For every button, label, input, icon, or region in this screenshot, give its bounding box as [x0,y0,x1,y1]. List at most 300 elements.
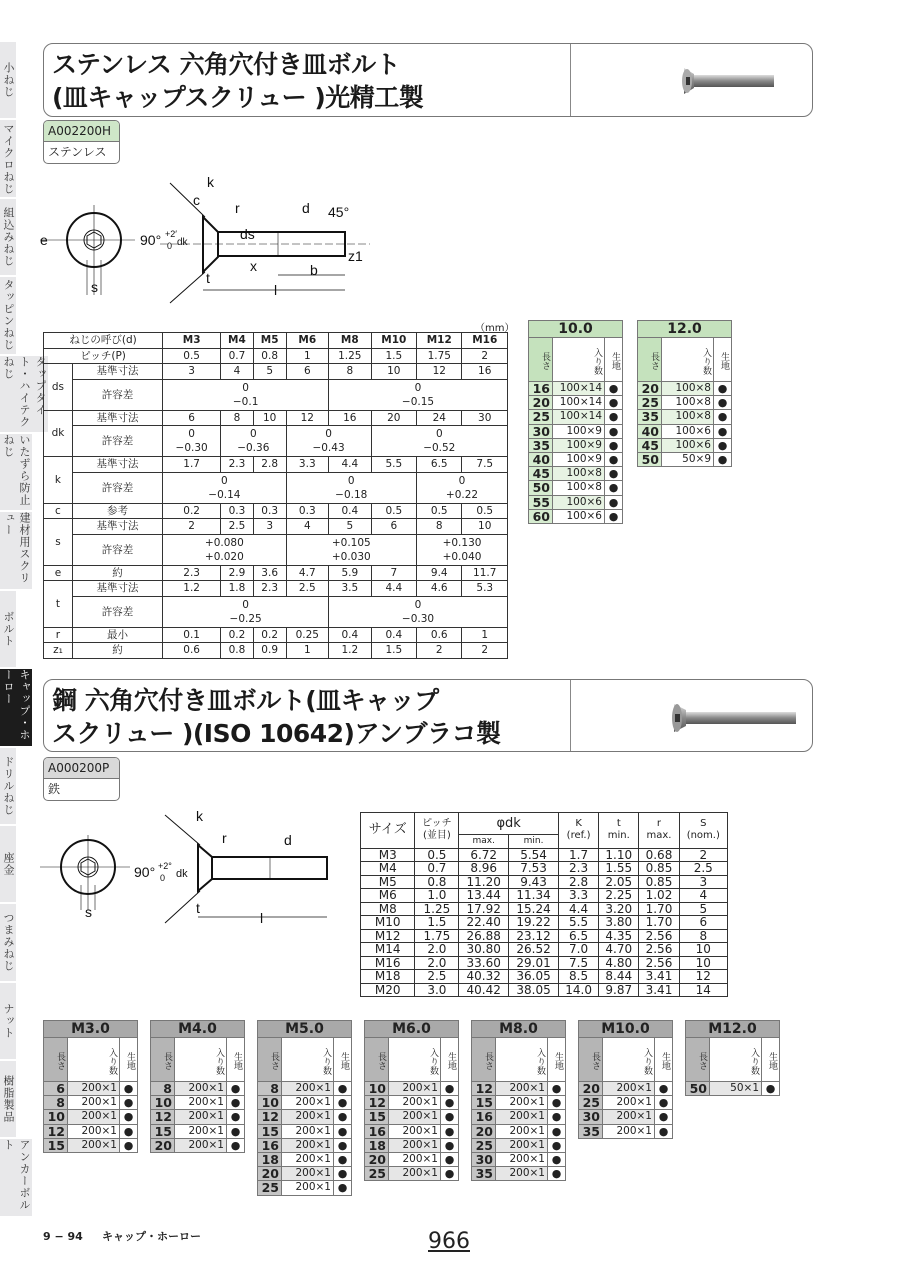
row-sub-label: 基準寸法 [72,410,162,426]
header-cell: φdk [459,813,559,835]
stock-row[interactable] [365,1167,459,1181]
sidebar-tab[interactable]: つまみねじ [0,904,16,982]
table-cell: 12 [417,364,462,380]
col-length: 長さ [638,338,662,382]
label-tol0: 0 [160,873,166,883]
stock-row[interactable] [529,509,623,523]
table-cell: 0.4 [329,503,372,519]
table-cell: 15.24 [509,902,559,916]
table-cell: 2.5 [679,862,727,876]
quantity-cell: 200×1 [175,1082,227,1096]
stock-row[interactable] [44,1124,138,1138]
stock-row[interactable] [365,1082,459,1096]
col-qty: 入り数 [662,338,714,382]
stock-row[interactable] [44,1110,138,1124]
stock-row[interactable] [258,1152,352,1166]
finish-dot-icon: ● [334,1096,352,1110]
col-finish: 生地 [227,1038,245,1082]
table-cell: 6.5 [417,457,462,473]
table-cell: 3.3 [559,889,599,903]
quantity-cell: 200×1 [282,1181,334,1195]
finish-dot-icon: ● [548,1152,566,1166]
header-cell: M8 [329,333,372,349]
stock-size-row [472,1021,566,1038]
page-number: 966 [428,1229,470,1254]
row-sub-label: 許容差 [72,534,162,565]
finish-dot-icon: ● [227,1110,245,1124]
quantity-cell: 200×1 [282,1124,334,1138]
table-cell: 8.96 [459,862,509,876]
product-code-box [43,120,120,164]
table-cell: 5.54 [509,848,559,862]
finish-dot-icon: ● [714,424,732,438]
quantity-cell: 200×1 [496,1096,548,1110]
quantity-cell: 200×1 [282,1152,334,1166]
stock-row[interactable] [258,1096,352,1110]
table-cell: 3.3 [286,457,329,473]
stock-row[interactable] [44,1096,138,1110]
stock-size-row [365,1021,459,1038]
quantity-cell: 100×6 [662,424,714,438]
col-finish: 生地 [714,338,732,382]
length-cell: 30 [529,424,553,438]
finish-dot-icon: ● [714,452,732,466]
length-cell: 35 [579,1124,603,1138]
finish-dot-icon: ● [605,382,623,396]
col-finish: 生地 [605,338,623,382]
quantity-cell: 100×14 [553,396,605,410]
sidebar-tab[interactable]: タッピンねじ [0,277,16,355]
table-cell: 6.72 [459,848,509,862]
label-ds: ds [240,226,255,242]
table-cell: 10 [679,956,727,970]
finish-dot-icon: ● [605,509,623,523]
quantity-cell: 200×1 [68,1082,120,1096]
finish-dot-icon: ● [548,1167,566,1181]
stock-column-header [638,338,732,382]
stock-row[interactable] [638,452,732,466]
sidebar-tab[interactable]: キャップ・ホーロー [0,669,32,747]
quantity-cell: 200×1 [496,1124,548,1138]
table-cell: 1.55 [599,862,639,876]
table-cell: 1.70 [639,916,679,930]
stock-row[interactable] [529,452,623,466]
stock-table [637,320,732,467]
row-group-label: dk [44,410,73,457]
table-row [44,596,508,627]
sidebar-tab[interactable]: 小ねじ [0,42,16,120]
quantity-cell: 200×1 [389,1124,441,1138]
table-cell: 7 [371,565,416,581]
table-cell: 10 [679,943,727,957]
stock-row[interactable] [258,1167,352,1181]
sidebar-tab[interactable]: マイクロねじ [0,120,16,198]
stock-table [364,1020,459,1181]
table-row [44,503,508,519]
row-sub-label: 基準寸法 [72,581,162,597]
stock-table [578,1020,673,1139]
quantity-cell: 200×1 [603,1082,655,1096]
length-cell: 20 [258,1167,282,1181]
product-title-box-steel [43,679,813,752]
sidebar-tab[interactable]: タップタイト・ハイテクねじ [0,356,48,434]
quantity-cell: 50×9 [662,452,714,466]
stock-row[interactable] [638,382,732,396]
sidebar-tab[interactable]: ボルト [0,591,16,669]
table-cell: 29.01 [509,956,559,970]
stock-row[interactable] [151,1124,245,1138]
finish-dot-icon: ● [120,1124,138,1138]
table-cell: 11.20 [459,875,509,889]
stock-row[interactable] [365,1124,459,1138]
stock-column-header [44,1038,138,1082]
stock-row[interactable] [258,1082,352,1096]
stock-row[interactable] [258,1138,352,1152]
table-cell: 2.3 [253,581,286,597]
table-cell: +0.105 +0.030 [286,534,417,565]
stock-row[interactable] [472,1152,566,1166]
length-cell: 25 [365,1167,389,1181]
stock-table [257,1020,352,1196]
table-cell: 0 −0.1 [163,379,329,410]
label-l: l [260,910,264,926]
finish-dot-icon: ● [655,1082,673,1096]
quantity-cell: 200×1 [603,1110,655,1124]
row-sub-label: 許容差 [72,426,162,457]
row-sub-label: 約 [72,565,162,581]
table-cell: 33.60 [459,956,509,970]
col-length: 長さ [44,1038,68,1082]
title-line-2: スクリュー )(ISO 10642)アンブラコ製 [52,719,501,748]
table-cell: 0.7 [415,862,459,876]
table-cell: 3.20 [599,902,639,916]
table-cell: 2 [462,643,508,659]
length-cell: 8 [258,1082,282,1096]
stock-row[interactable] [638,424,732,438]
col-qty: 入り数 [175,1038,227,1082]
stock-row[interactable] [529,438,623,452]
table-cell: 14.0 [559,983,599,997]
col-finish: 生地 [762,1038,780,1082]
length-cell: 6 [44,1082,68,1096]
stock-size-header: 12.0 [638,321,732,338]
stock-row[interactable] [529,410,623,424]
stock-row[interactable] [151,1096,245,1110]
finish-dot-icon: ● [227,1082,245,1096]
label-90: 90° [134,864,156,880]
length-cell: 25 [638,396,662,410]
header-cell: K (ref.) [559,813,599,849]
finish-dot-icon: ● [605,438,623,452]
table-cell: 7.5 [559,956,599,970]
stock-row[interactable] [44,1138,138,1152]
length-cell: 10 [365,1082,389,1096]
table-cell: 11.7 [462,565,508,581]
finish-dot-icon: ● [714,396,732,410]
table-cell: 3.5 [329,581,372,597]
stock-row[interactable] [529,382,623,396]
sidebar-tab[interactable]: ナット [0,983,16,1061]
stock-row[interactable] [529,495,623,509]
quantity-cell: 100×8 [662,382,714,396]
sidebar-tab[interactable]: 座金 [0,826,16,904]
table-cell: 9.4 [417,565,462,581]
finish-dot-icon: ● [334,1152,352,1166]
table-cell: 6 [679,916,727,930]
product-code[interactable]: A000200P [44,758,119,779]
table-cell: 2.3 [163,565,221,581]
table-cell: 2.8 [253,457,286,473]
quantity-cell: 100×9 [553,424,605,438]
row-group-label: ds [44,364,73,411]
row-sub-label: 許容差 [72,596,162,627]
table-cell: 1.02 [639,889,679,903]
sidebar-tab[interactable]: ドリルねじ [0,748,16,826]
table-cell: 2.5 [286,581,329,597]
spec-table-steel [360,812,728,997]
table-cell: 2.5 [221,519,254,535]
stock-row[interactable] [638,396,732,410]
col-qty: 入り数 [68,1038,120,1082]
stock-row[interactable] [472,1096,566,1110]
table-cell: 9.87 [599,983,639,997]
quantity-cell: 100×9 [553,438,605,452]
quantity-cell: 100×14 [553,382,605,396]
stock-row[interactable] [638,410,732,424]
table-cell: 0.3 [221,503,254,519]
sidebar-tab[interactable]: アンカーボルト [0,1139,32,1217]
header-cell: サイズ [361,813,415,849]
stock-row[interactable] [579,1096,673,1110]
col-finish: 生地 [441,1038,459,1082]
stock-row[interactable] [151,1082,245,1096]
quantity-cell: 200×1 [68,1124,120,1138]
table-cell: 0.68 [639,848,679,862]
table-cell: 8 [329,364,372,380]
finish-dot-icon: ● [120,1110,138,1124]
sidebar-tab[interactable]: 組込みねじ [0,199,16,277]
stock-row[interactable] [44,1082,138,1096]
quantity-cell: 200×1 [282,1138,334,1152]
stock-row[interactable] [579,1124,673,1138]
stock-row[interactable] [365,1110,459,1124]
subheader-cell: max. [459,835,509,849]
finish-dot-icon: ● [120,1096,138,1110]
stock-column-header [258,1038,352,1082]
label-e: e [40,232,48,248]
stock-row[interactable] [579,1082,673,1096]
table-row [44,410,508,426]
length-cell: 35 [472,1167,496,1181]
quantity-cell: 200×1 [282,1082,334,1096]
stock-row[interactable] [365,1152,459,1166]
stock-row[interactable] [579,1110,673,1124]
finish-dot-icon: ● [605,452,623,466]
table-row [44,643,508,659]
length-cell: 12 [258,1110,282,1124]
quantity-cell: 200×1 [389,1110,441,1124]
stock-size-header: M6.0 [365,1021,459,1038]
finish-dot-icon: ● [441,1124,459,1138]
table-cell: 0.8 [253,348,286,364]
quantity-cell: 200×1 [496,1138,548,1152]
table-cell: 0.5 [462,503,508,519]
table-cell: 0.85 [639,862,679,876]
quantity-cell: 200×1 [175,1124,227,1138]
table-cell: 26.52 [509,943,559,957]
table-cell: 22.40 [459,916,509,930]
table-cell: 5.5 [371,457,416,473]
table-cell: ピッチ(P) [44,348,163,364]
label-c: c [193,192,200,208]
length-cell: 15 [258,1124,282,1138]
quantity-cell: 200×1 [389,1152,441,1166]
table-cell: 7.53 [509,862,559,876]
quantity-cell: 100×9 [553,452,605,466]
stock-row[interactable] [151,1110,245,1124]
stock-row[interactable] [529,396,623,410]
stock-row[interactable] [529,424,623,438]
table-row [361,902,728,916]
length-cell: 25 [579,1096,603,1110]
table-cell: 1.0 [415,889,459,903]
table-cell: 1.25 [415,902,459,916]
row-sub-label: 約 [72,643,162,659]
stock-row[interactable] [472,1082,566,1096]
table-cell: M18 [361,970,415,984]
stock-size-header: M10.0 [579,1021,673,1038]
table-cell: 5.5 [559,916,599,930]
table-cell: 4.6 [417,581,462,597]
quantity-cell: 100×8 [553,481,605,495]
col-length: 長さ [151,1038,175,1082]
finish-dot-icon: ● [441,1110,459,1124]
finish-dot-icon: ● [334,1181,352,1195]
finish-dot-icon: ● [334,1110,352,1124]
table-cell: 2.56 [639,956,679,970]
finish-dot-icon: ● [441,1082,459,1096]
table-row [361,983,728,997]
finish-dot-icon: ● [548,1110,566,1124]
stock-column-header [151,1038,245,1082]
stock-row[interactable] [151,1138,245,1152]
sidebar-tab[interactable]: 建材用スクリュー [0,512,32,590]
table-cell: 2 [679,848,727,862]
finish-dot-icon: ● [441,1096,459,1110]
length-cell: 16 [258,1138,282,1152]
length-cell: 12 [472,1082,496,1096]
length-cell: 10 [151,1096,175,1110]
stock-row[interactable] [258,1110,352,1124]
table-cell: 5.3 [462,581,508,597]
title-line-1: ステンレス 六角穴付き皿ボルト [52,50,401,79]
finish-dot-icon: ● [714,382,732,396]
stock-row[interactable] [258,1124,352,1138]
sidebar-tab[interactable]: いたずら防止ねじ [0,434,32,512]
stock-row[interactable] [686,1082,780,1096]
row-sub-label: 基準寸法 [72,364,162,380]
stock-row[interactable] [472,1167,566,1181]
row-group-label: e [44,565,73,581]
length-cell: 20 [365,1152,389,1166]
length-cell: 40 [638,424,662,438]
stock-row[interactable] [258,1181,352,1195]
length-cell: 20 [529,396,553,410]
table-cell: 2.3 [559,862,599,876]
table-cell: 1.5 [371,348,416,364]
table-cell: 2.3 [221,457,254,473]
table-cell: 17.92 [459,902,509,916]
table-row [44,519,508,535]
length-cell: 20 [579,1082,603,1096]
col-qty: 入り数 [496,1038,548,1082]
table-cell: 40.42 [459,983,509,997]
stock-row[interactable] [472,1138,566,1152]
table-cell: 3.6 [253,565,286,581]
header-cell: S (nom.) [679,813,727,849]
label-t: t [196,900,200,916]
table-cell: 6.5 [559,929,599,943]
table-cell: M20 [361,983,415,997]
stock-row[interactable] [472,1124,566,1138]
finish-dot-icon: ● [655,1124,673,1138]
table-cell: 7.0 [559,943,599,957]
length-cell: 50 [529,481,553,495]
title-line-2: (皿キャップスクリュー )光精工製 [52,83,424,112]
finish-dot-icon: ● [605,410,623,424]
length-cell: 35 [529,438,553,452]
table-cell: 0.8 [221,643,254,659]
table-cell: 0 −0.25 [163,596,329,627]
stock-column-header [365,1038,459,1082]
label-dk: dk [177,237,188,248]
table-row [361,970,728,984]
stock-row[interactable] [638,438,732,452]
length-cell: 50 [638,452,662,466]
spec-table-stainless [43,332,508,659]
stock-size-row [686,1021,780,1038]
table-cell: 2 [163,519,221,535]
table-cell: M6 [361,889,415,903]
length-cell: 55 [529,495,553,509]
stock-row[interactable] [365,1096,459,1110]
stock-row[interactable] [365,1138,459,1152]
table-cell: 38.05 [509,983,559,997]
stock-row[interactable] [529,481,623,495]
table-cell: 40.32 [459,970,509,984]
stock-row[interactable] [529,467,623,481]
quantity-cell: 200×1 [282,1167,334,1181]
product-title [52,48,423,114]
table-cell: 1.75 [415,929,459,943]
table-cell: 1.2 [163,581,221,597]
sidebar-tab[interactable]: 樹脂製品 [0,1061,16,1139]
finish-dot-icon: ● [548,1124,566,1138]
label-90: 90° [140,232,162,248]
length-cell: 16 [472,1110,496,1124]
label-tol0: 0 [167,241,173,251]
table-cell: 2.56 [639,929,679,943]
finish-dot-icon: ● [441,1152,459,1166]
stock-row[interactable] [472,1110,566,1124]
row-group-label: z₁ [44,643,73,659]
product-code[interactable]: A002200H [44,121,119,142]
table-cell: 2.0 [415,943,459,957]
table-cell: 1 [286,348,329,364]
stock-size-row [638,321,732,338]
table-cell: 3.0 [415,983,459,997]
length-cell: 30 [472,1152,496,1166]
